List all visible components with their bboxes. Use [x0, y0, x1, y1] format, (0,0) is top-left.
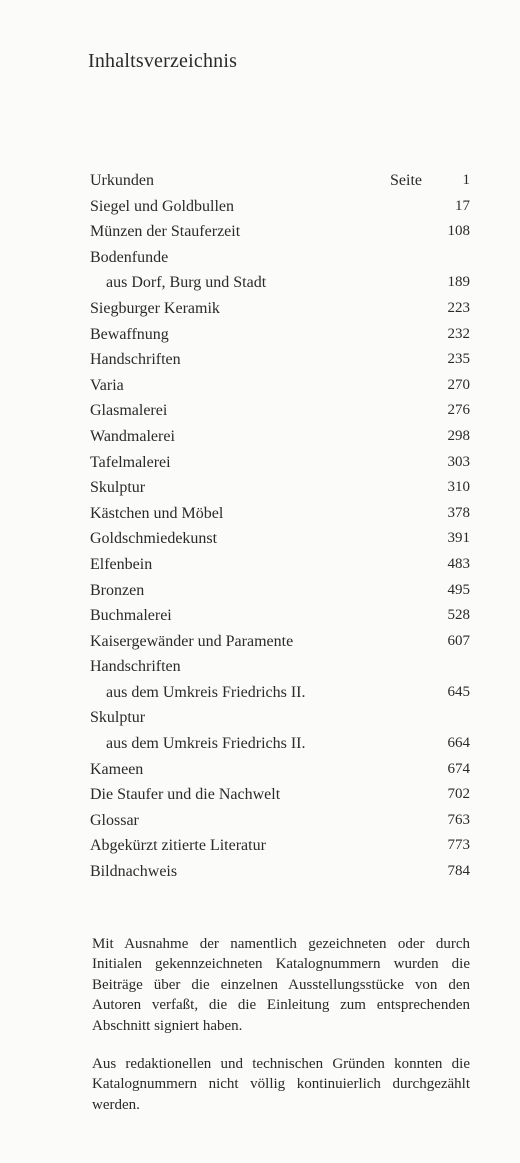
toc-page-number: 270: [447, 376, 470, 393]
toc-entry-label: Handschriften: [90, 658, 181, 676]
toc-row: [90, 398, 470, 424]
toc-row: [90, 859, 470, 885]
toc-row: [90, 705, 470, 731]
toc-row: [90, 424, 470, 450]
toc-row: [90, 808, 470, 834]
toc-entry-label: Siegel und Goldbullen: [90, 197, 234, 215]
toc-entry-label: Bronzen: [90, 581, 145, 599]
toc-entry-label: Wandmalerei: [90, 427, 175, 445]
toc-page-number: 702: [447, 786, 470, 803]
toc-row: [90, 501, 470, 527]
toc-row: [90, 270, 470, 296]
toc-entry-label: Die Staufer und die Nachwelt: [90, 786, 281, 804]
toc-page-number: 674: [447, 760, 470, 777]
editorial-notes: [92, 934, 470, 1133]
toc-entry-label: aus dem Umkreis Friedrichs II.: [106, 735, 306, 753]
toc-entry-label: Bewaffnung: [90, 325, 169, 343]
toc-row: [90, 833, 470, 859]
toc-row: [90, 450, 470, 476]
toc-entry-label: Kästchen und Möbel: [90, 504, 224, 522]
toc-row: [90, 526, 470, 552]
toc-page-number: 298: [447, 427, 470, 444]
toc-entry-label: Bodenfunde: [90, 248, 169, 266]
toc-row: [90, 296, 470, 322]
toc-entry-label: Skulptur: [90, 479, 146, 497]
toc-entry-label: Münzen der Stauferzeit: [90, 223, 241, 241]
note-paragraph: Mit Ausnahme der namentlich gezeichneten oder durch Initialen gekennzeichneten Katalognummern wurden die Beiträge über die einzelnen Ausstellungsstücke von den Autoren verfaßt, die die Einleitung zum entsprechenden Abschnitt signiert haben.: [92, 936, 470, 1034]
toc-row: [90, 194, 470, 220]
toc-page-number: 528: [447, 607, 470, 624]
toc-page-number: 310: [447, 479, 470, 496]
toc-row: [90, 347, 470, 373]
toc-row: [90, 782, 470, 808]
toc-row: [90, 322, 470, 348]
toc-page-number: 607: [447, 632, 470, 649]
toc-row: [90, 680, 470, 706]
toc-entry-label: Tafelmalerei: [90, 453, 171, 471]
toc-entry-label: aus dem Umkreis Friedrichs II.: [106, 683, 306, 701]
toc-page-number: 664: [447, 735, 470, 752]
toc-row: [90, 168, 470, 194]
toc-page-number: 232: [447, 325, 470, 342]
toc-entry-label: Handschriften: [90, 351, 181, 369]
toc-entry-label: Goldschmiedekunst: [90, 530, 218, 548]
toc-page-number: 378: [447, 504, 470, 521]
toc-page-number: 763: [447, 811, 470, 828]
toc-entry-label: Urkunden: [90, 172, 154, 189]
toc-page-number: 276: [447, 402, 470, 419]
toc-row: [90, 552, 470, 578]
toc-row: [90, 731, 470, 757]
toc-page-number: 495: [447, 581, 470, 598]
toc-row: [90, 373, 470, 399]
toc-entry-label: Bildnachweis: [90, 863, 178, 881]
toc-row: [90, 245, 470, 271]
toc-page-number: 773: [447, 837, 470, 854]
toc-row: [90, 578, 470, 604]
seite-label: Seite: [390, 172, 422, 189]
toc-row: [90, 603, 470, 629]
toc-page-number: 303: [447, 453, 470, 470]
table-of-contents: [90, 168, 470, 885]
toc-entry-label: Abgekürzt zitierte Literatur: [90, 837, 266, 855]
toc-page-number: 1: [462, 172, 470, 188]
note-paragraph: Aus redaktionellen und technischen Gründen konnten die Katalognummern nicht völlig kontinuierlich durchgezählt werden.: [92, 1056, 470, 1113]
toc-page-number: 645: [447, 683, 470, 700]
toc-page-number: 189: [447, 274, 470, 291]
toc-page-number: 483: [447, 555, 470, 572]
toc-entry-label: Skulptur: [90, 709, 146, 727]
toc-entry-label: Glasmalerei: [90, 402, 168, 420]
page-title: Inhaltsverzeichnis: [88, 50, 238, 72]
toc-entry-label: Kameen: [90, 760, 144, 778]
toc-entry-label: Varia: [90, 376, 124, 394]
toc-page-number: 223: [447, 299, 470, 316]
toc-page-number: 391: [447, 530, 470, 547]
toc-entry-label: Elfenbein: [90, 555, 153, 573]
toc-row: [90, 757, 470, 783]
toc-entry-label: Buchmalerei: [90, 607, 172, 625]
toc-entry-label: aus Dorf, Burg und Stadt: [106, 274, 267, 292]
toc-entry-label: Siegburger Keramik: [90, 299, 220, 317]
toc-row: [90, 475, 470, 501]
toc-page-number: 784: [447, 863, 470, 880]
toc-row: [90, 629, 470, 655]
toc-entry-label: Kaisergewänder und Paramente: [90, 632, 294, 650]
toc-entry-label: Glossar: [90, 811, 139, 829]
toc-row: [90, 654, 470, 680]
toc-page-number: 17: [455, 197, 470, 214]
toc-row: [90, 219, 470, 245]
toc-page-number: 235: [447, 351, 470, 368]
toc-page-number: 108: [447, 223, 470, 240]
